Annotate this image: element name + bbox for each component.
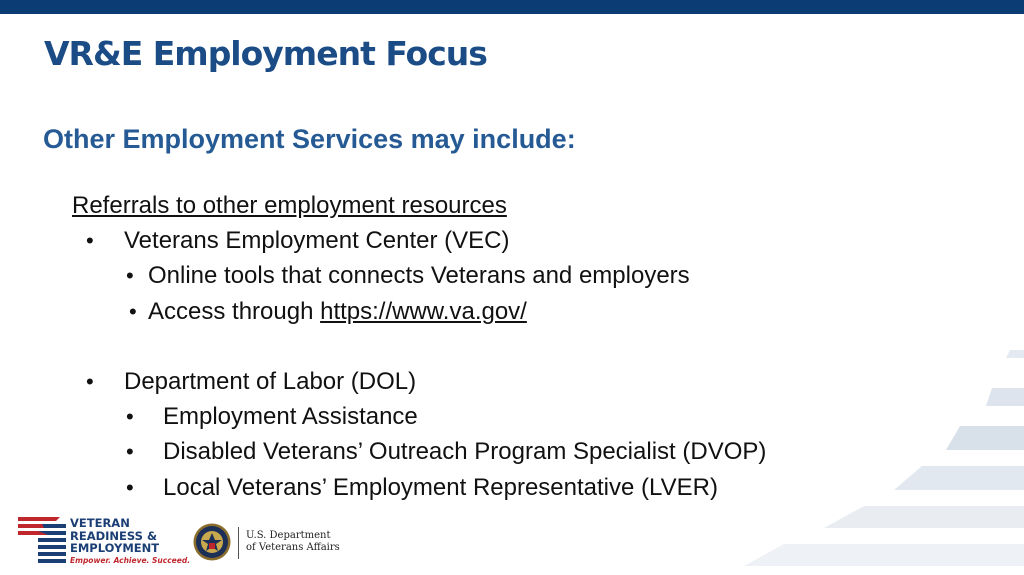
vec-access-label: Access through: [148, 298, 321, 325]
bullet-marker: •: [129, 299, 137, 324]
stripe: [986, 388, 1024, 406]
bullet-marker: •: [126, 263, 134, 288]
vre-tagline: Empower. Achieve. Succeed.: [70, 556, 191, 565]
va-seal-icon: [193, 523, 231, 561]
bullet-marker: •: [126, 404, 134, 429]
bullet-marker: •: [126, 475, 134, 500]
va-logo-text: [246, 530, 340, 554]
va-logo-line: U.S. Department: [246, 530, 331, 541]
vec-item-access: [148, 298, 527, 326]
slide-title: VR&E Employment Focus: [44, 34, 487, 73]
bullet-marker: •: [86, 369, 94, 394]
stripe: [744, 544, 1024, 566]
vre-logo-line: EMPLOYMENT: [70, 541, 160, 555]
stripe: [946, 426, 1024, 450]
stripe: [824, 506, 1024, 528]
vec-label: Veterans Employment Center (VEC): [124, 227, 510, 254]
section-heading: Referrals to other employment resources: [72, 192, 507, 219]
vec-item-online-tools: Online tools that connects Veterans and employers: [148, 262, 690, 289]
footer-divider: [238, 527, 239, 559]
slide-subtitle: Other Employment Services may include:: [43, 124, 576, 154]
stripe: [1006, 350, 1024, 358]
decorative-stripes: [724, 330, 1024, 575]
dol-item-lver: Local Veterans’ Employment Representative (LVER): [163, 474, 718, 501]
va-gov-link[interactable]: https://www.va.gov/: [320, 298, 527, 325]
dol-label: Department of Labor (DOL): [124, 368, 417, 395]
stripe: [894, 466, 1024, 490]
va-logo-line: of Veterans Affairs: [246, 542, 340, 553]
vre-logo-text: [70, 517, 159, 555]
dol-item-employment-assistance: Employment Assistance: [163, 403, 418, 430]
bullet-marker: •: [86, 228, 94, 253]
vre-logo-line: VETERAN: [70, 516, 130, 530]
vre-logo-line: READINESS &: [70, 528, 157, 543]
bullet-marker: •: [126, 439, 134, 464]
top-accent-bar: [0, 0, 1024, 14]
dol-item-dvop: Disabled Veterans’ Outreach Program Specialist (DVOP): [163, 438, 767, 465]
